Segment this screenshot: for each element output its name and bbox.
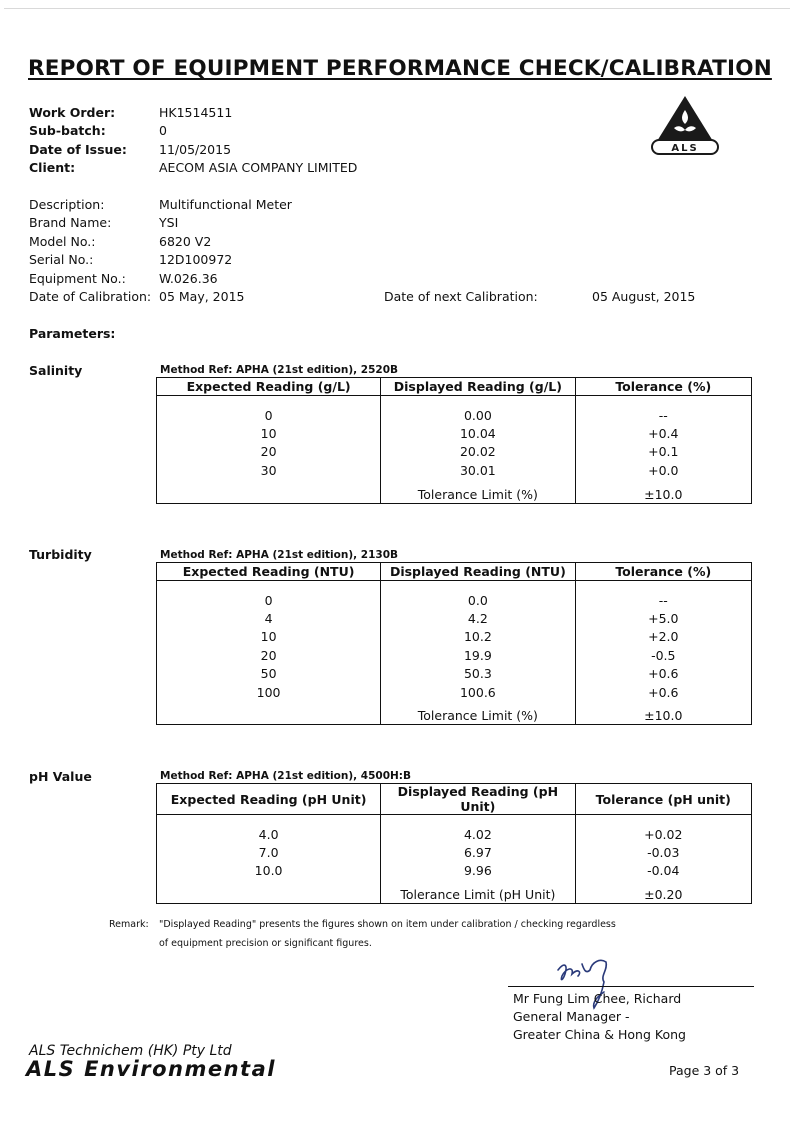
tolerance-cell: -0.03	[575, 843, 751, 861]
model-no-value: 6820 V2	[159, 234, 212, 249]
tolerance-cell: --	[575, 591, 751, 609]
ph-label: pH Value	[29, 769, 92, 784]
date-of-issue-value: 11/05/2015	[159, 142, 232, 157]
parameters-label: Parameters:	[29, 326, 116, 341]
expected-cell: 50	[260, 666, 277, 682]
spacer-row	[157, 396, 752, 407]
table-row	[157, 646, 752, 664]
displayed-cell: 0.0	[381, 591, 575, 609]
tolerance-cell: +0.6	[575, 665, 751, 683]
table-row	[157, 628, 752, 646]
signer-title: General Manager -	[513, 1009, 630, 1024]
table-header-row	[157, 563, 752, 581]
displayed-cell: 4.2	[381, 609, 575, 627]
column-header: Tolerance (%)	[575, 563, 751, 581]
tolerance-limit-row	[157, 880, 752, 904]
brand-wordmark: ALS Environmental	[26, 1057, 276, 1081]
expected-cell: 10.0	[254, 863, 283, 879]
turbidity-table	[156, 562, 752, 725]
tolerance-limit-row	[157, 701, 752, 725]
spacer-row	[157, 581, 752, 592]
tolerance-cell: +0.1	[575, 443, 751, 461]
displayed-cell: 0.00	[381, 406, 575, 424]
tolerance-cell: +0.6	[575, 683, 751, 701]
table-header-row	[157, 378, 752, 396]
salinity-table	[156, 377, 752, 504]
tolerance-cell: +0.02	[575, 825, 751, 843]
field-label: Equipment No.:	[29, 271, 126, 286]
displayed-cell: 9.96	[381, 862, 575, 880]
expected-cell: 30	[260, 462, 277, 478]
field-label: Brand Name:	[29, 215, 112, 230]
table-header-row	[157, 784, 752, 815]
turbidity-method: Method Ref: APHA (21st edition), 2130B	[160, 549, 399, 561]
displayed-cell: 19.9	[381, 646, 575, 664]
page-number: Page 3 of 3	[669, 1063, 740, 1078]
remark-line-2: of equipment precision or significant figures.	[159, 938, 372, 949]
tolerance-cell: +5.0	[575, 609, 751, 627]
expected-cell: 7.0	[258, 845, 279, 861]
serial-no-value: 12D100972	[159, 252, 233, 267]
salinity-method: Method Ref: APHA (21st edition), 2520B	[160, 364, 399, 376]
company-name: ALS Technichem (HK) Pty Ltd	[29, 1043, 232, 1059]
work-order-value: HK1514511	[159, 105, 233, 120]
remark-line-1: "Displayed Reading" presents the figures shown on item under calibration / checking regardless	[159, 919, 616, 930]
column-header: Displayed Reading (g/L)	[381, 378, 575, 396]
description-value: Multifunctional Meter	[159, 197, 292, 212]
column-header: Tolerance (pH unit)	[575, 784, 751, 815]
table-row	[157, 443, 752, 461]
tolerance-limit-label: Tolerance Limit (pH Unit)	[381, 880, 575, 904]
signer-name: Mr Fung Lim Chee, Richard	[513, 991, 682, 1006]
displayed-cell: 4.02	[381, 825, 575, 843]
expected-cell: 0	[264, 407, 273, 423]
table-row	[157, 843, 752, 861]
expected-cell: 10	[260, 426, 277, 442]
equipment-no-value: W.026.36	[159, 271, 218, 286]
top-rule	[4, 8, 790, 9]
tolerance-cell: +0.4	[575, 424, 751, 442]
field-label: Date of Issue:	[29, 142, 127, 157]
ph-table	[156, 783, 752, 904]
spacer-row	[157, 815, 752, 826]
sub-batch-value: 0	[159, 123, 167, 138]
als-logo	[648, 94, 722, 156]
field-label: Date of Calibration:	[29, 289, 152, 304]
tolerance-limit-value: ±0.20	[575, 880, 751, 904]
expected-cell: 20	[260, 647, 277, 663]
remark-label: Remark:	[109, 919, 149, 930]
column-header: Expected Reading (pH Unit)	[157, 784, 381, 815]
tolerance-limit-value: ±10.0	[575, 480, 751, 504]
column-header: Expected Reading (g/L)	[157, 378, 381, 396]
salinity-label: Salinity	[29, 363, 83, 378]
client-value: AECOM ASIA COMPANY LIMITED	[159, 160, 358, 175]
displayed-cell: 100.6	[381, 683, 575, 701]
report-title: REPORT OF EQUIPMENT PERFORMANCE CHECK/CALIBRATION	[28, 56, 772, 81]
table-row	[157, 591, 752, 609]
table-row	[157, 406, 752, 424]
displayed-cell: 50.3	[381, 665, 575, 683]
field-label: Work Order:	[29, 105, 116, 120]
displayed-cell: 30.01	[381, 461, 575, 479]
table-row	[157, 825, 752, 843]
expected-cell: 20	[260, 444, 277, 460]
tolerance-cell: -0.04	[575, 862, 751, 880]
expected-cell: 0	[264, 592, 273, 608]
table-row	[157, 424, 752, 442]
field-label: Client:	[29, 160, 76, 175]
field-label: Model No.:	[29, 234, 96, 249]
signer-region: Greater China & Hong Kong	[513, 1027, 686, 1042]
tolerance-limit-row	[157, 480, 752, 504]
expected-cell: 4.0	[258, 826, 279, 842]
table-row	[157, 683, 752, 701]
displayed-cell: 6.97	[381, 843, 575, 861]
tolerance-cell: --	[575, 406, 751, 424]
next-calibration-label: Date of next Calibration:	[384, 289, 538, 304]
logo-text: ALS	[671, 143, 699, 154]
tolerance-limit-label: Tolerance Limit (%)	[381, 480, 575, 504]
tolerance-cell: -0.5	[575, 646, 751, 664]
field-label: Sub-batch:	[29, 123, 106, 138]
field-label: Serial No.:	[29, 252, 94, 267]
brand-name-value: YSI	[159, 215, 179, 230]
column-header: Displayed Reading (pH Unit)	[381, 784, 575, 815]
displayed-cell: 20.02	[381, 443, 575, 461]
calibration-date-value: 05 May, 2015	[159, 289, 245, 304]
expected-cell: 4	[264, 611, 273, 627]
tolerance-limit-value: ±10.0	[575, 701, 751, 725]
column-header: Expected Reading (NTU)	[157, 563, 381, 581]
expected-cell: 100	[256, 684, 281, 700]
turbidity-label: Turbidity	[29, 547, 92, 562]
table-row	[157, 461, 752, 479]
column-header: Tolerance (%)	[575, 378, 751, 396]
next-calibration-value: 05 August, 2015	[592, 289, 696, 304]
tolerance-limit-label: Tolerance Limit (%)	[381, 701, 575, 725]
field-label: Description:	[29, 197, 105, 212]
table-row	[157, 862, 752, 880]
table-row	[157, 665, 752, 683]
ph-method: Method Ref: APHA (21st edition), 4500H:B	[160, 770, 412, 782]
tolerance-cell: +2.0	[575, 628, 751, 646]
displayed-cell: 10.04	[381, 424, 575, 442]
displayed-cell: 10.2	[381, 628, 575, 646]
expected-cell: 10	[260, 629, 277, 645]
column-header: Displayed Reading (NTU)	[381, 563, 575, 581]
signature-line	[508, 986, 754, 987]
table-row	[157, 609, 752, 627]
tolerance-cell: +0.0	[575, 461, 751, 479]
